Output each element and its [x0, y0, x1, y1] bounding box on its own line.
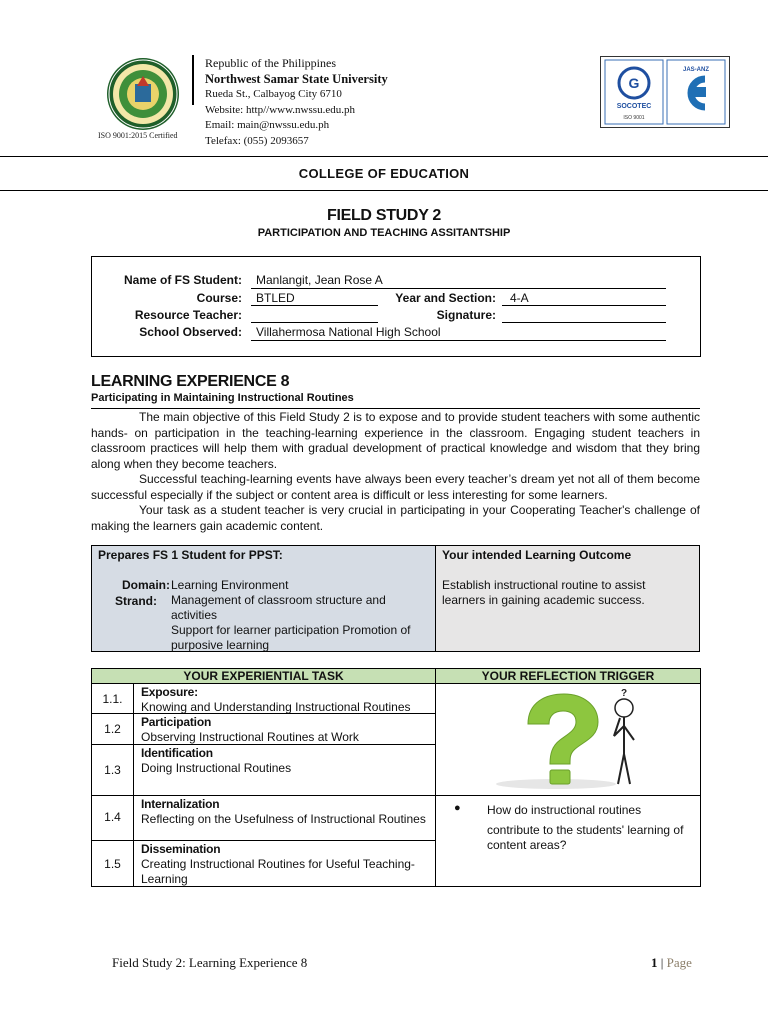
school-observed-label: School Observed:: [139, 325, 242, 339]
year-section-line: [502, 305, 666, 306]
course-value: BTLED: [256, 291, 295, 305]
student-name-line: [251, 288, 666, 289]
task-row: [133, 683, 436, 714]
learning-experience-subtitle: Participating in Maintaining Instructional Routines: [91, 392, 354, 404]
page-separator: |: [657, 955, 667, 970]
intro-paragraph: Successful teaching-learning events have always been every teacher’s dream yet not all of them become successful especially if the subject or content area is difficult or less interesting for some learners.: [91, 472, 700, 502]
ppst-right-cell: [436, 546, 699, 651]
university-seal-logo: [97, 56, 189, 132]
intro-paragraph: The main objective of this Field Study 2 is to expose and to provide student teachers with some authentic hands- on participation in the teaching-learning experience in the classroom. Engaging student teachers in classroom practices will help them with gradual development of practical knowledge and wisdom that they bring along when they become teachers.: [91, 410, 700, 471]
experiential-task-table: [91, 668, 701, 887]
school-observed-value: Villahermosa National High School: [256, 325, 441, 339]
field-study-subtitle: PARTICIPATION AND TEACHING ASSITANTSHIP: [257, 227, 511, 239]
jas-anz-label: JAS-ANZ: [682, 67, 710, 73]
domain-label: Domain:: [122, 578, 170, 592]
subtitle-rule: [91, 408, 700, 409]
strand-value: [171, 593, 426, 653]
telefax-text: Telefax: (055) 2093657: [205, 134, 309, 147]
question-mark-thinker-image: [436, 684, 700, 795]
task-title: Internalization: [141, 797, 220, 811]
student-name-label: Name of FS Student:: [123, 273, 242, 287]
iso-logo-label: ISO 9001: [623, 115, 645, 121]
reflection-image-cell: [435, 683, 701, 796]
reflection-question: [487, 803, 697, 853]
task-description: Knowing and Understanding Instructional Routines: [141, 700, 411, 714]
task-row: [133, 840, 436, 887]
task-title: Identification: [141, 746, 213, 760]
task-number: 1.5: [91, 840, 134, 887]
svg-text:G: G: [628, 75, 640, 91]
reflection-question-line-2: contribute to the students' learning of content areas?: [487, 823, 684, 852]
header-divider: [192, 55, 194, 105]
university-info: [205, 56, 388, 149]
task-row: [133, 795, 436, 841]
intro-paragraph: Your task as a student teacher is very crucial in participating in your Cooperating Teacher's challenge of making the learners gain academic content.: [91, 503, 700, 533]
signature-line: [502, 322, 666, 323]
course-label: Course:: [196, 291, 242, 305]
page-number: 1: [651, 955, 658, 970]
task-description: Creating Instructional Routines for Useful Teaching-Learning: [141, 857, 415, 886]
header-rule-top: [0, 156, 768, 157]
task-row: [133, 744, 436, 796]
year-section-label: Year and Section:: [395, 291, 496, 305]
task-title: Exposure:: [141, 685, 198, 699]
svg-text:?: ?: [620, 688, 628, 699]
task-number: 1.1.: [91, 683, 134, 714]
task-description: Reflecting on the Usefulness of Instructional Routines: [141, 812, 426, 826]
header-rule-bottom: [0, 190, 768, 191]
task-row: [133, 713, 436, 745]
resource-teacher-line: [251, 322, 378, 323]
task-description: Observing Instructional Routines at Work: [141, 730, 359, 744]
ppst-left-cell: [92, 546, 436, 651]
course-line: [251, 305, 378, 306]
field-study-title: FIELD STUDY 2: [326, 207, 442, 224]
strand-item-1: Management of classroom structure and activities: [171, 593, 386, 622]
year-section-value: 4-A: [510, 291, 529, 305]
socotec-label: SOCOTEC: [616, 103, 652, 110]
republic-text: Republic of the Philippines: [205, 56, 336, 70]
reflection-header: YOUR REFLECTION TRIGGER: [435, 668, 701, 684]
task-title: Dissemination: [141, 842, 221, 856]
outcome-header: Your intended Learning Outcome: [442, 548, 632, 562]
task-number: 1.2: [91, 713, 134, 745]
student-info-box: [91, 256, 701, 357]
task-title: Participation: [141, 715, 212, 729]
bullet-icon: ●: [454, 802, 461, 814]
ppst-header: Prepares FS 1 Student for PPST:: [98, 548, 283, 562]
school-observed-line: [251, 340, 666, 341]
reflection-question-line-1: How do instructional routines: [487, 803, 642, 817]
student-name-value: Manlangit, Jean Rose A: [256, 273, 383, 287]
strand-label: Strand:: [115, 594, 157, 608]
university-name: Northwest Samar State University: [205, 71, 388, 86]
website-text: Website: http//www.nwssu.edu.ph: [205, 103, 355, 116]
intro-paragraphs: [91, 410, 700, 534]
task-number: 1.4: [91, 795, 134, 841]
domain-value: Learning Environment: [171, 578, 289, 592]
resource-teacher-label: Resource Teacher:: [134, 308, 242, 322]
iso-certified-label: ISO 9001:2015 Certified: [98, 131, 178, 140]
signature-label: Signature:: [436, 308, 496, 322]
college-title: COLLEGE OF EDUCATION: [298, 166, 470, 181]
email-text: Email: main@nwssu.edu.ph: [205, 119, 330, 131]
strand-item-2: Support for learner participation Promotion of purposive learning: [171, 623, 411, 652]
certification-logos: [600, 56, 730, 128]
footer-page: [651, 955, 692, 971]
reflection-question-cell: [435, 795, 701, 887]
learning-experience-title: LEARNING EXPERIENCE 8: [91, 373, 290, 390]
task-description: Doing Instructional Routines: [141, 761, 292, 775]
address-text: Rueda St., Calbayog City 6710: [205, 88, 342, 100]
page-word: Page: [666, 955, 692, 970]
outcome-text: Establish instructional routine to assist learners in gaining academic success.: [442, 578, 646, 607]
footer-title: Field Study 2: Learning Experience 8: [112, 955, 308, 970]
task-number: 1.3: [91, 744, 134, 796]
ppst-table: [91, 545, 700, 652]
task-header: YOUR EXPERIENTIAL TASK: [91, 668, 436, 684]
